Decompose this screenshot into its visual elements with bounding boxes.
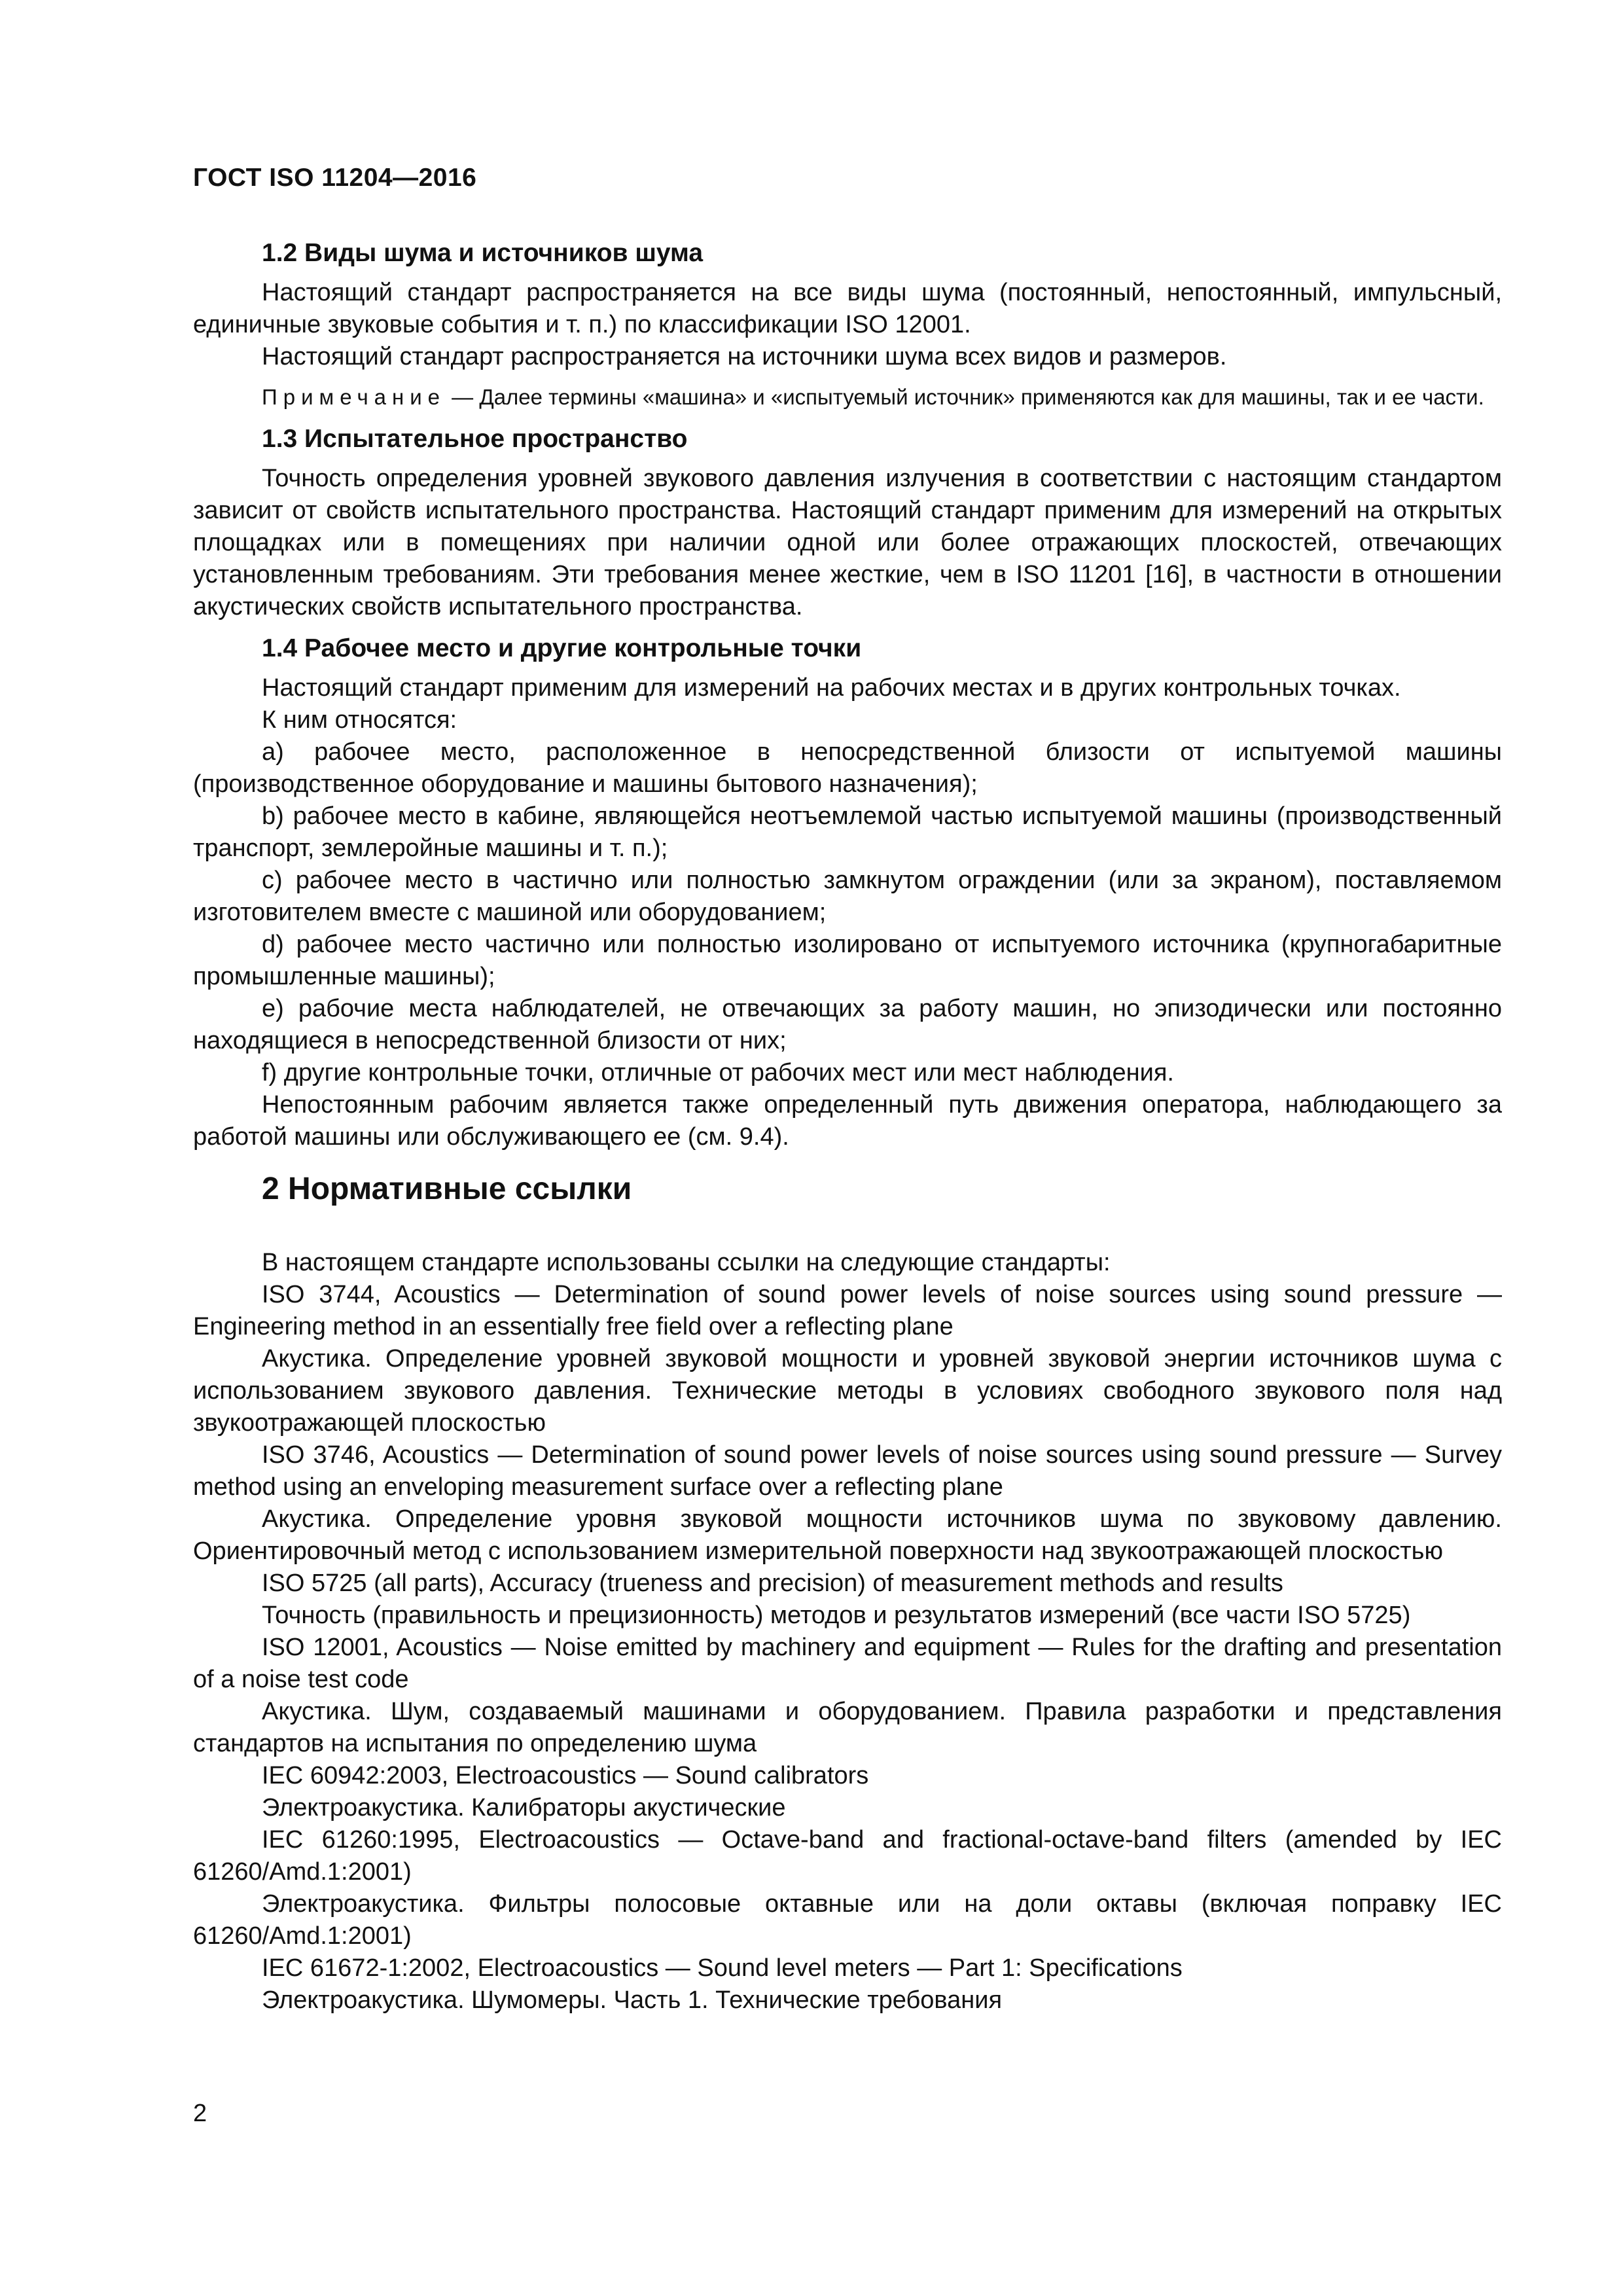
standard-header: ГОСТ ISO 11204—2016 <box>193 164 477 192</box>
reference-translation: Акустика. Определение уровня звуковой мощности источников шума по звуковому давлению. Ориентировочный метод с использованием измерительной поверхности над звукоотражающей плоскостью <box>193 1505 1502 1565</box>
section-1-2-paragraph: Настоящий стандарт распространяется на все виды шума (постоянный, непостоянный, импульсный, единичные звуковые события и т. п.) по классификации ISO 12001. <box>193 279 1502 338</box>
section-1-2-heading: 1.2 Виды шума и источников шума <box>262 239 704 267</box>
section-1-3-heading: 1.3 Испытательное пространство <box>262 425 688 453</box>
reference-translation: Электроакустика. Калибраторы акустические <box>262 1794 786 1821</box>
note-text: — Далее термины «машина» и «испытуемый источник» применяются как для машины, так и ее части. <box>446 385 1484 409</box>
section-2-heading: 2 Нормативные ссылки <box>262 1172 632 1206</box>
reference-entry: IEC 61672-1:2002, Electroacoustics — Sound level meters — Part 1: Specifications <box>262 1954 1183 1982</box>
reference-entry: ISO 3746, Acoustics — Determination of sound power levels of noise sources using sound pressure — Survey method using an enveloping measurement surface over a reflecting plane <box>193 1441 1502 1501</box>
section-2-intro: В настоящем стандарте использованы ссылки на следующие стандарты: <box>262 1249 1111 1276</box>
reference-entry: ISO 3744, Acoustics — Determination of sound power levels of noise sources using sound pressure — Engineering method in an essentially free field over a reflecting plane <box>193 1281 1502 1340</box>
section-1-4-paragraph: Настоящий стандарт применим для измерений на рабочих местах и в других контрольных точках. <box>262 674 1401 702</box>
reference-translation: Акустика. Определение уровней звуковой мощности и уровней звуковой энергии источников шума с использованием звукового давления. Технические методы в условиях свободного звукового поля над звукоотражающей плоскостью <box>193 1345 1502 1437</box>
reference-translation: Электроакустика. Фильтры полосовые октавные или на доли октавы (включая поправку IEC 61260/Amd.1:2001) <box>193 1890 1502 1950</box>
reference-entry: IEC 60942:2003, Electroacoustics — Sound calibrators <box>262 1762 869 1789</box>
section-1-4-paragraph: Непостоянным рабочим является также определенный путь движения оператора, наблюдающего за работой машины или обслуживающего ее (см. 9.4). <box>193 1091 1502 1151</box>
reference-translation: Акустика. Шум, создаваемый машинами и оборудованием. Правила разработки и представления стандартов на испытания по определению шума <box>193 1698 1502 1757</box>
section-1-4-paragraph: К ним относятся: <box>262 706 457 734</box>
list-item: b) рабочее место в кабине, являющейся неотъемлемой частью испытуемой машины (производственный транспорт, землеройные машины и т. п.); <box>193 802 1502 862</box>
list-item: a) рабочее место, расположенное в непосредственной близости от испытуемой машины (производственное оборудование и машины бытового назначения); <box>193 738 1502 798</box>
reference-entry: ISO 5725 (all parts), Accuracy (trueness and precision) of measurement methods and results <box>262 1570 1283 1597</box>
note <box>193 382 1502 412</box>
section-1-2-paragraph: Настоящий стандарт распространяется на источники шума всех видов и размеров. <box>262 343 1227 370</box>
reference-translation: Точность (правильность и прецизионность) методов и результатов измерений (все части ISO 5725) <box>262 1602 1411 1629</box>
note-label: Примечание <box>262 385 446 409</box>
list-item: f) другие контрольные точки, отличные от рабочих мест или мест наблюдения. <box>262 1059 1174 1086</box>
reference-translation: Электроакустика. Шумомеры. Часть 1. Технические требования <box>262 1986 1003 2014</box>
list-item: e) рабочие места наблюдателей, не отвечающих за работу машин, но эпизодически или постоянно находящиеся в непосредственной близости от них; <box>193 995 1502 1054</box>
reference-entry: ISO 12001, Acoustics — Noise emitted by machinery and equipment — Rules for the drafting and presentation of a noise test code <box>193 1634 1502 1693</box>
list-item: d) рабочее место частично или полностью изолировано от испытуемого источника (крупногабаритные промышленные машины); <box>193 931 1502 990</box>
section-1-3-paragraph: Точность определения уровней звукового давления излучения в соответствии с настоящим стандартом зависит от свойств испытательного пространства. Настоящий стандарт применим для измерений на открытых площадках или в помещениях при наличии одной или более отражающих плоскостей, отвечающих установленным требованиям. Эти требования менее жесткие, чем в ISO 11201 [16], в частности в отношении акустических свойств испытательного пространства. <box>193 465 1502 620</box>
section-1-4-heading: 1.4 Рабочее место и другие контрольные точки <box>262 634 862 662</box>
page-number: 2 <box>193 2100 207 2127</box>
reference-entry: IEC 61260:1995, Electroacoustics — Octave-band and fractional-octave-band filters (amended by IEC 61260/Amd.1:2001) <box>193 1826 1502 1886</box>
page-body <box>193 228 1502 2017</box>
list-item: c) рабочее место в частично или полностью замкнутом ограждении (или за экраном), поставляемом изготовителем вместе с машиной или оборудованием; <box>193 867 1502 926</box>
